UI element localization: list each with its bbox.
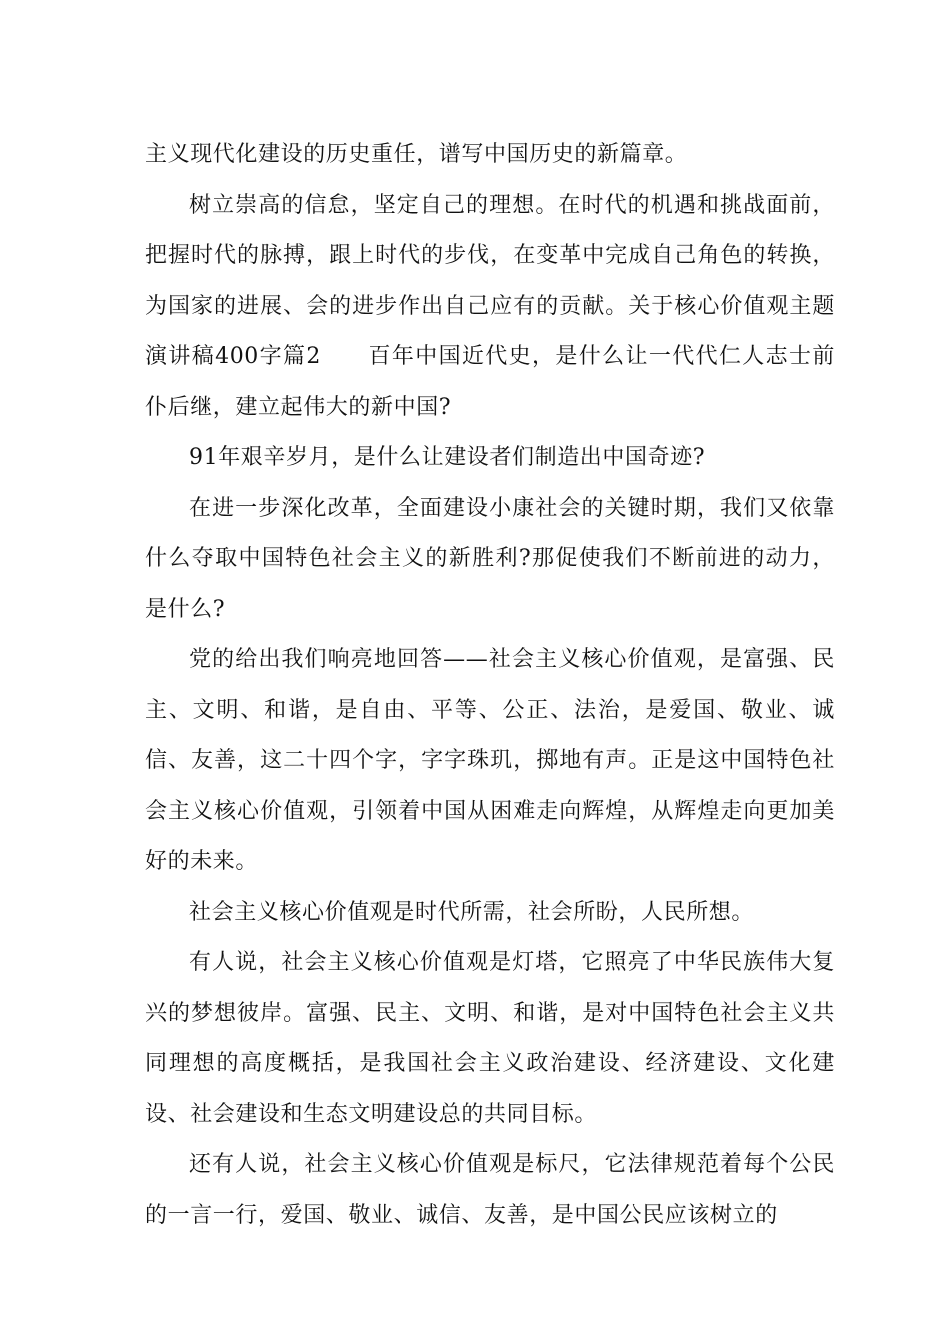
- paragraph: 还有人说，社会主义核心价值观是标尺，它法律规范着每个公民的一言一行，爱国、敬业、诚信、友善，是中国公民应该树立的: [145, 1152, 835, 1228]
- paragraph: 树立崇高的信怠，坚定自己的理想。在时代的机遇和挑战面前，把握时代的脉搏，跟上时代的步伐，在变革中完成自己角色的转换，为国家的进展、会的进步作出自己应有的贡献。关于核心价值观主题演讲稿400字篇2 百年中国近代史，是什么让一代代仁人志士前仆后继，建立起伟大的新中国?: [145, 192, 835, 420]
- paragraph: 社会主义核心价值观是时代所需，社会所盼，人民所想。: [189, 899, 755, 925]
- document-body: [145, 130, 835, 1241]
- paragraph: 党的给出我们响亮地回答——社会主义核心价值观，是富强、民主、文明、和谐，是自由、平等、公正、法治，是爱国、敬业、诚信、友善，这二十四个字，字字珠玑，掷地有声。正是这中国特色社会主义核心价值观，引领着中国从困难走向辉煌，从辉煌走向更加美好的未来。: [145, 647, 835, 874]
- paragraph: 主义现代化建设的历史重任，谱写中国历史的新篇章。: [145, 142, 688, 167]
- paragraph: 91年艰辛岁月，是什么让建设者们制造出中国奇迹?: [189, 445, 706, 470]
- paragraph: 在进一步深化改革，全面建设小康社会的关键时期，我们又依靠什么夺取中国特色社会主义的新胜利?那促使我们不断前进的动力，是什么?: [145, 495, 835, 622]
- paragraph: 有人说，社会主义核心价值观是灯塔，它照亮了中华民族伟大复兴的梦想彼岸。富强、民主、文明、和谐，是对中国特色社会主义共同理想的高度概括，是我国社会主义政治建设、经济建设、文化建设、社会建设和生态文明建设总的共同目标。: [145, 950, 835, 1127]
